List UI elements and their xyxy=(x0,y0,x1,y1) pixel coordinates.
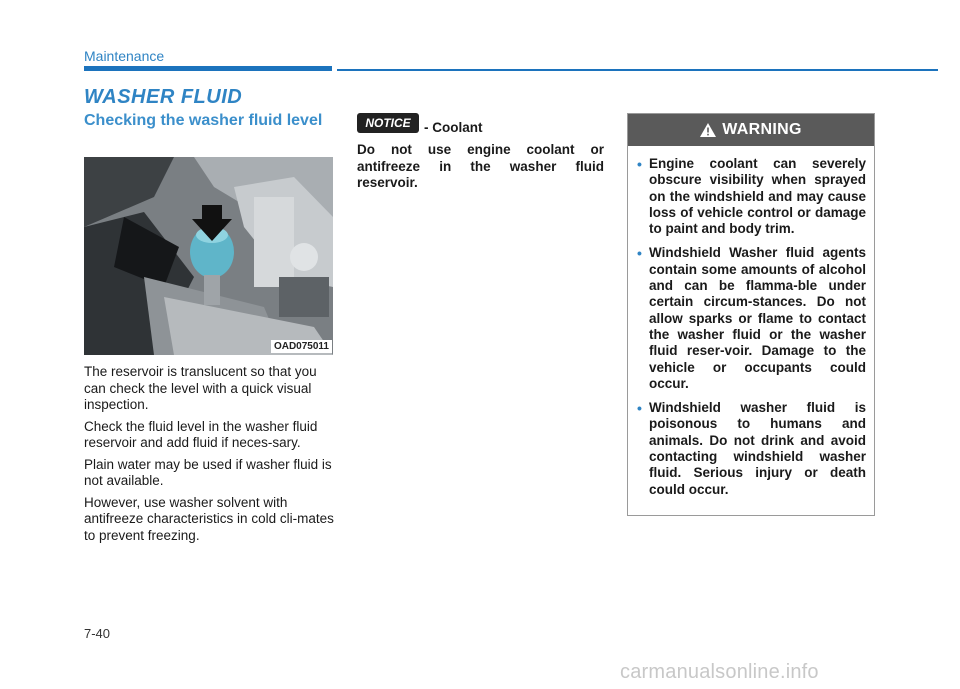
bullet-icon: • xyxy=(637,245,642,262)
warning-header-label: WARNING xyxy=(722,121,802,138)
header-rule-thick xyxy=(84,66,332,71)
header-rule-thin xyxy=(337,69,938,71)
subheading: Checking the washer fluid level xyxy=(84,112,323,129)
warning-box xyxy=(627,113,875,516)
bullet-icon: • xyxy=(637,156,642,172)
engine-bay-figure xyxy=(84,157,333,355)
body-paragraph: The reservoir is translucent so that you can check the level with a quick visual inspection. xyxy=(84,364,317,412)
warning-list xyxy=(628,146,874,498)
body-paragraph: Check the fluid level in the washer fluid reservoir and add fluid if neces-sary. xyxy=(84,418,318,450)
warning-item: • Windshield Washer fluid agents contain some amounts of alcohol and can be flamma-ble under certain circum-stances. Do not allow sparks or flame to contact the washer fluid or the washer fluid reser-voir. Damage to the vehicle or occupants could occur. xyxy=(637,245,866,391)
warning-header xyxy=(628,114,874,146)
figure-code: OAD075011 xyxy=(271,340,332,353)
warning-triangle-icon xyxy=(700,123,716,137)
notice-badge: NOTICE xyxy=(357,113,419,133)
warning-item: • Windshield washer fluid is poisonous to humans and animals. Do not drink and avoid contacting windshield washer fluid. Serious injury or death could occur. xyxy=(637,400,866,497)
page-title: WASHER FLUID xyxy=(84,86,243,108)
body-paragraph: However, use washer solvent with antifreeze characteristics in cold cli-mates to prevent freezing. xyxy=(84,494,334,543)
notice-body: Do not use engine coolant or antifreeze in the washer fluid reservoir. xyxy=(357,142,604,190)
watermark: carmanualsonline.info xyxy=(620,661,819,683)
section-label: Maintenance xyxy=(84,48,165,64)
warning-item: • Engine coolant can severely obscure visibility when sprayed on the windshield and may cause loss of vehicle control or damage to paint and body trim. xyxy=(637,156,866,237)
engine-bay-illustration xyxy=(84,157,333,355)
body-paragraph: Plain water may be used if washer fluid is not available. xyxy=(84,456,332,488)
notice-title: - Coolant xyxy=(424,120,483,135)
page-number: 7-40 xyxy=(84,626,111,641)
body-text xyxy=(84,364,334,549)
bullet-icon: • xyxy=(637,400,642,417)
